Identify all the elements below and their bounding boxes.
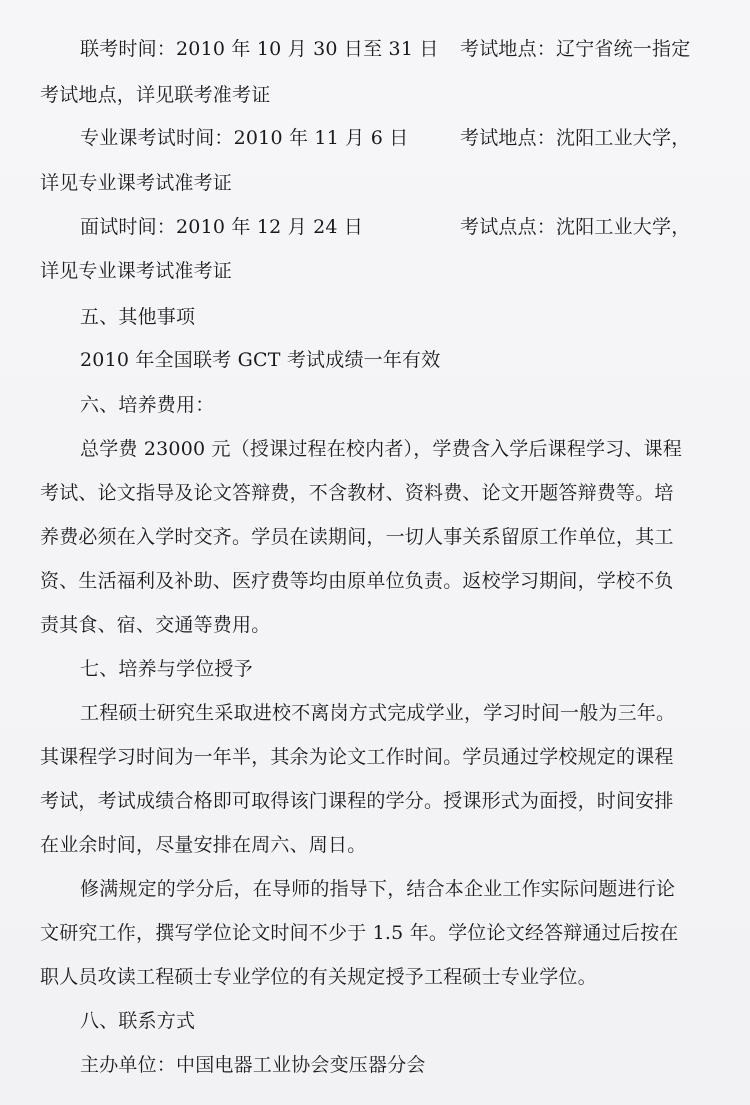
section7-para2-line: 修满规定的学分后，在导师的指导下，结合本企业工作实际问题进行论 bbox=[80, 878, 676, 900]
joint-exam-place: 考试地点：辽宁省统一指定 bbox=[460, 38, 691, 60]
section5-heading: 五、其他事项 bbox=[80, 306, 196, 328]
section7-para1-line: 其课程学习时间为一年半，其余为论文工作时间。学员通过学校规定的课程 bbox=[40, 746, 674, 768]
section7-heading: 七、培养与学位授予 bbox=[80, 658, 253, 680]
section6-line: 责其食、宿、交通等费用。 bbox=[40, 614, 271, 636]
joint-exam-place-cont: 考试地点，详见联考准考证 bbox=[40, 84, 271, 106]
major-exam-place-cont: 详见专业课考试准考证 bbox=[40, 172, 233, 194]
section7-para2-line: 职人员攻读工程硕士专业学位的有关规定授予工程硕士专业学位。 bbox=[40, 966, 597, 988]
section7-para1-line: 考试，考试成绩合格即可取得该门课程的学分。授课形式为面授，时间安排 bbox=[40, 790, 674, 812]
major-exam-time: 专业课考试时间：2010 年 11 月 6 日 bbox=[80, 127, 409, 149]
interview-place-cont: 详见专业课考试准考证 bbox=[40, 260, 233, 282]
section7-para1-line: 在业余时间，尽量安排在周六、周日。 bbox=[40, 834, 367, 856]
organizer-line: 主办单位：中国电器工业协会变压器分会 bbox=[80, 1054, 426, 1076]
section5-text: 2010 年全国联考 GCT 考试成绩一年有效 bbox=[80, 349, 441, 371]
section6-line: 总学费 23000 元（授课过程在校内者），学费含入学后课程学习、课程 bbox=[80, 438, 683, 460]
joint-exam-time: 联考时间：2010 年 10 月 30 日至 31 日 bbox=[80, 38, 439, 60]
section6-line: 资、生活福利及补助、医疗费等均由原单位负责。返校学习期间，学校不负 bbox=[40, 570, 674, 592]
section6-heading: 六、培养费用： bbox=[80, 394, 215, 416]
interview-time: 面试时间：2010 年 12 月 24 日 bbox=[80, 216, 364, 238]
section6-line: 养费必须在入学时交齐。学员在读期间，一切人事关系留原工作单位，其工 bbox=[40, 526, 674, 548]
major-exam-place: 考试地点：沈阳工业大学， bbox=[460, 127, 691, 149]
section7-para2-line: 文研究工作，撰写学位论文时间不少于 1.5 年。学位论文经答辩通过后按在 bbox=[40, 922, 679, 944]
section6-line: 考试、论文指导及论文答辩费，不含教材、资料费、论文开题答辩费等。培 bbox=[40, 482, 674, 504]
section8-heading: 八、联系方式 bbox=[80, 1010, 196, 1032]
interview-place: 考试点点：沈阳工业大学， bbox=[460, 216, 691, 238]
section7-para1-line: 工程硕士研究生采取进校不离岗方式完成学业，学习时间一般为三年。 bbox=[80, 702, 676, 724]
